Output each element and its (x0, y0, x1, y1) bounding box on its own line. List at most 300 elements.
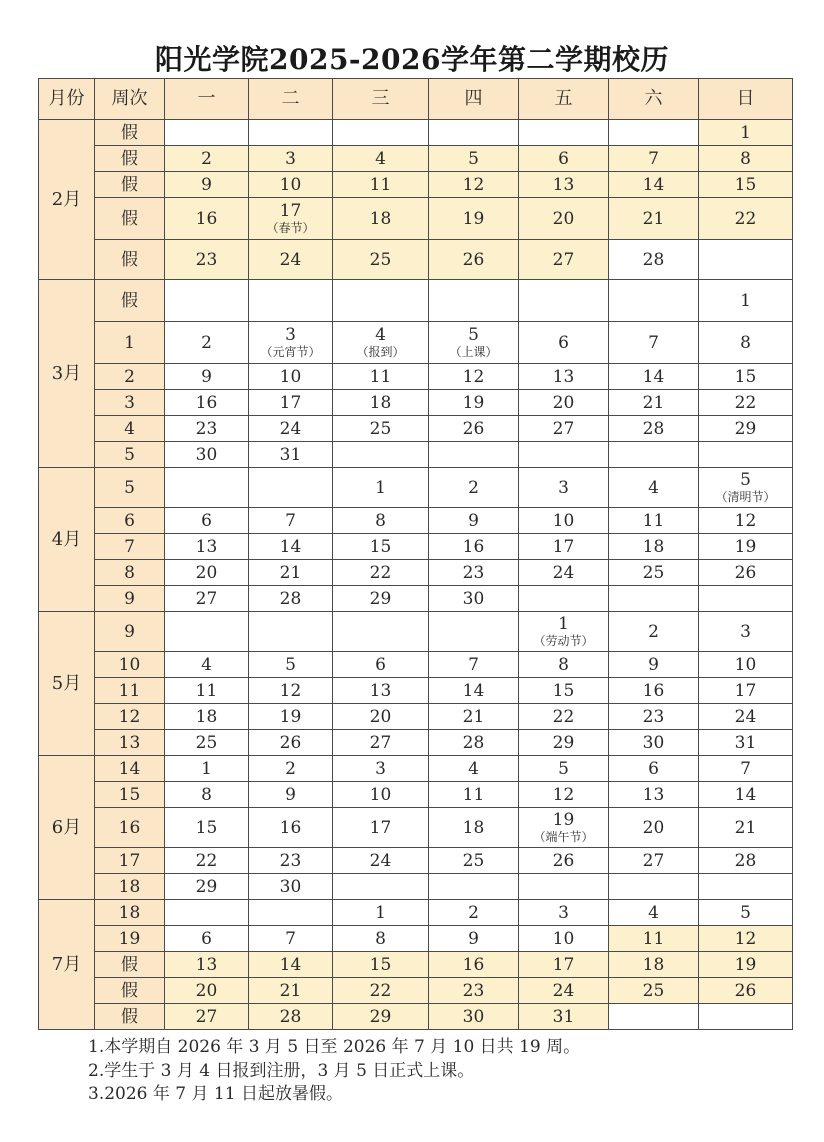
day-number: 15 (195, 817, 218, 838)
table-row (39, 586, 793, 612)
day-number: 2 (468, 902, 479, 923)
day-number: 8 (740, 148, 751, 169)
day-cell (165, 848, 249, 874)
day-cell (249, 952, 333, 978)
day-number: 7 (285, 928, 296, 949)
day-cell (429, 240, 519, 280)
table-row (39, 678, 793, 704)
day-number: 25 (462, 850, 485, 871)
week-cell: 12 (95, 704, 165, 730)
day-number: 22 (734, 208, 757, 229)
day-number: 25 (369, 249, 392, 270)
day-number: 1 (201, 758, 212, 779)
day-number: 29 (552, 732, 575, 753)
day-cell (249, 146, 333, 172)
day-cell (429, 612, 519, 652)
day-number: 18 (369, 392, 392, 413)
day-number: 15 (552, 680, 575, 701)
day-number: 17 (369, 817, 392, 838)
day-cell (609, 280, 699, 322)
day-cell (699, 730, 793, 756)
table-row (39, 322, 793, 364)
day-cell (333, 146, 429, 172)
day-number: 30 (642, 732, 665, 753)
day-number: 21 (642, 208, 665, 229)
day-number: 28 (279, 588, 302, 609)
day-number: 9 (468, 928, 479, 949)
day-cell (165, 240, 249, 280)
day-number: 2 (648, 621, 659, 642)
day-cell (609, 364, 699, 390)
day-number: 28 (734, 850, 757, 871)
month-cell: 3月 (39, 280, 95, 468)
day-cell (429, 468, 519, 508)
day-number: 13 (552, 366, 575, 387)
day-cell (333, 652, 429, 678)
day-number: 14 (279, 954, 302, 975)
day-number: 10 (279, 174, 302, 195)
day-cell (429, 874, 519, 900)
week-cell: 假 (95, 198, 165, 240)
day-number: 30 (195, 444, 218, 465)
day-number: 5 (285, 654, 296, 675)
day-cell (699, 874, 793, 900)
day-number: 28 (642, 249, 665, 270)
day-number: 15 (734, 366, 757, 387)
day-cell (699, 442, 793, 468)
day-cell (699, 652, 793, 678)
day-cell (519, 874, 609, 900)
day-cell (429, 442, 519, 468)
day-cell (429, 952, 519, 978)
day-number: 8 (201, 784, 212, 805)
day-cell (429, 678, 519, 704)
day-number: 3 (740, 621, 751, 642)
day-number: 1 (375, 477, 386, 498)
day-cell (699, 900, 793, 926)
day-cell (429, 900, 519, 926)
day-number: 1 (740, 290, 751, 311)
day-cell (609, 874, 699, 900)
holiday-note: （上课） (449, 345, 498, 359)
day-cell (333, 560, 429, 586)
day-number: 27 (642, 850, 665, 871)
day-cell (249, 808, 333, 848)
day-cell (249, 322, 333, 364)
day-cell (699, 926, 793, 952)
header-sat: 六 (609, 79, 699, 120)
table-row (39, 120, 793, 146)
day-cell (609, 782, 699, 808)
day-cell (429, 534, 519, 560)
day-number: 13 (195, 954, 218, 975)
day-cell (609, 508, 699, 534)
day-cell (609, 390, 699, 416)
day-number: 5 (740, 470, 751, 490)
day-cell (333, 900, 429, 926)
week-cell: 15 (95, 782, 165, 808)
day-cell (249, 978, 333, 1004)
day-number: 7 (740, 758, 751, 779)
day-cell (609, 322, 699, 364)
day-number: 8 (558, 654, 569, 675)
day-cell (333, 952, 429, 978)
day-cell (609, 704, 699, 730)
day-number: 5 (740, 902, 751, 923)
day-cell (609, 612, 699, 652)
day-cell (429, 782, 519, 808)
day-cell (333, 874, 429, 900)
day-cell (699, 704, 793, 730)
day-number: 18 (642, 536, 665, 557)
table-row (39, 172, 793, 198)
header-sun: 日 (699, 79, 793, 120)
week-cell: 9 (95, 586, 165, 612)
day-cell (429, 172, 519, 198)
day-cell (333, 534, 429, 560)
day-number: 20 (195, 980, 218, 1001)
day-cell (249, 782, 333, 808)
day-number: 6 (648, 758, 659, 779)
day-number: 13 (642, 784, 665, 805)
day-cell (429, 390, 519, 416)
day-number: 24 (734, 706, 757, 727)
notes (88, 1036, 580, 1107)
day-number: 16 (195, 208, 218, 229)
table-row (39, 756, 793, 782)
day-number: 27 (369, 732, 392, 753)
day-cell (333, 390, 429, 416)
day-number: 24 (552, 980, 575, 1001)
day-cell (699, 120, 793, 146)
day-number: 24 (552, 562, 575, 583)
day-cell (609, 468, 699, 508)
day-cell (165, 808, 249, 848)
week-cell: 11 (95, 678, 165, 704)
day-number: 7 (648, 332, 659, 353)
day-number: 30 (279, 876, 302, 897)
day-cell (609, 240, 699, 280)
week-cell: 6 (95, 508, 165, 534)
day-cell (165, 280, 249, 322)
day-cell (249, 240, 333, 280)
table-row (39, 808, 793, 848)
day-cell (165, 322, 249, 364)
day-cell (333, 978, 429, 1004)
table-row (39, 848, 793, 874)
week-cell: 假 (95, 240, 165, 280)
day-number: 11 (642, 928, 665, 949)
day-cell (429, 586, 519, 612)
day-cell (429, 322, 519, 364)
day-number: 2 (468, 477, 479, 498)
day-number: 2 (201, 148, 212, 169)
day-number: 2 (285, 758, 296, 779)
day-number: 23 (462, 562, 485, 583)
day-cell (249, 704, 333, 730)
day-cell (165, 146, 249, 172)
day-number: 23 (462, 980, 485, 1001)
day-cell (609, 756, 699, 782)
day-cell (609, 678, 699, 704)
table-row (39, 280, 793, 322)
day-number: 25 (642, 980, 665, 1001)
day-number: 12 (462, 366, 485, 387)
day-cell (519, 390, 609, 416)
day-cell (333, 364, 429, 390)
day-cell (333, 416, 429, 442)
header-thu: 四 (429, 79, 519, 120)
week-cell: 假 (95, 146, 165, 172)
day-cell (249, 120, 333, 146)
day-number: 12 (279, 680, 302, 701)
day-number: 12 (734, 928, 757, 949)
day-cell (609, 560, 699, 586)
table-row (39, 534, 793, 560)
day-cell (429, 978, 519, 1004)
day-number: 25 (642, 562, 665, 583)
day-number: 17 (552, 536, 575, 557)
week-cell: 18 (95, 900, 165, 926)
day-number: 14 (642, 174, 665, 195)
day-cell (519, 120, 609, 146)
day-cell (519, 612, 609, 652)
day-cell (519, 442, 609, 468)
day-number: 10 (734, 654, 757, 675)
table-row (39, 704, 793, 730)
day-cell (429, 848, 519, 874)
day-cell (519, 560, 609, 586)
day-number: 3 (285, 148, 296, 169)
day-number: 20 (369, 706, 392, 727)
day-number: 20 (552, 208, 575, 229)
day-number: 12 (552, 784, 575, 805)
day-number: 14 (279, 536, 302, 557)
table-row (39, 978, 793, 1004)
day-cell (699, 952, 793, 978)
day-cell (609, 146, 699, 172)
day-number: 22 (734, 392, 757, 413)
day-number: 4 (468, 758, 479, 779)
day-cell (519, 730, 609, 756)
table-row (39, 782, 793, 808)
day-cell (333, 782, 429, 808)
day-cell (609, 952, 699, 978)
day-number: 9 (201, 174, 212, 195)
day-cell (165, 172, 249, 198)
table-row (39, 926, 793, 952)
day-number: 18 (462, 817, 485, 838)
day-cell (429, 730, 519, 756)
table-row (39, 874, 793, 900)
day-number: 11 (462, 784, 485, 805)
day-cell (609, 808, 699, 848)
day-cell (165, 782, 249, 808)
day-cell (333, 704, 429, 730)
day-cell (165, 926, 249, 952)
week-cell: 8 (95, 560, 165, 586)
day-cell (519, 678, 609, 704)
day-cell (249, 756, 333, 782)
day-cell (699, 782, 793, 808)
table-row (39, 416, 793, 442)
day-cell (429, 808, 519, 848)
day-cell (699, 678, 793, 704)
week-cell: 假 (95, 120, 165, 146)
week-cell: 假 (95, 978, 165, 1004)
day-number: 23 (642, 706, 665, 727)
day-cell (699, 848, 793, 874)
week-cell: 10 (95, 652, 165, 678)
day-number: 1 (375, 902, 386, 923)
day-cell (333, 322, 429, 364)
day-cell (333, 120, 429, 146)
day-cell (249, 586, 333, 612)
week-cell: 13 (95, 730, 165, 756)
day-cell (609, 978, 699, 1004)
day-cell (699, 756, 793, 782)
day-number: 9 (648, 654, 659, 675)
day-cell (165, 534, 249, 560)
day-cell (609, 198, 699, 240)
table-row (39, 508, 793, 534)
day-number: 17 (734, 680, 757, 701)
day-cell (519, 704, 609, 730)
day-cell (699, 1004, 793, 1030)
day-number: 14 (734, 784, 757, 805)
day-cell (165, 704, 249, 730)
day-cell (699, 468, 793, 508)
month-cell: 5月 (39, 612, 95, 756)
day-number: 5 (468, 148, 479, 169)
calendar-table (38, 78, 793, 1030)
week-cell: 4 (95, 416, 165, 442)
day-cell (609, 120, 699, 146)
day-cell (519, 508, 609, 534)
day-cell (249, 442, 333, 468)
day-number: 14 (642, 366, 665, 387)
day-cell (519, 756, 609, 782)
day-number: 3 (375, 758, 386, 779)
day-number: 31 (734, 732, 757, 753)
day-cell (165, 468, 249, 508)
day-number: 1 (558, 614, 569, 634)
day-cell (429, 416, 519, 442)
day-cell (333, 678, 429, 704)
day-number: 12 (734, 510, 757, 531)
day-number: 21 (279, 562, 302, 583)
day-number: 18 (195, 706, 218, 727)
day-number: 11 (195, 680, 218, 701)
day-cell (249, 280, 333, 322)
table-row (39, 146, 793, 172)
day-cell (429, 508, 519, 534)
day-cell (519, 240, 609, 280)
day-number: 12 (462, 174, 485, 195)
day-number: 24 (369, 850, 392, 871)
day-number: 21 (462, 706, 485, 727)
week-cell: 16 (95, 808, 165, 848)
week-cell: 1 (95, 322, 165, 364)
day-cell (699, 560, 793, 586)
day-number: 18 (642, 954, 665, 975)
day-number: 16 (195, 392, 218, 413)
day-number: 27 (552, 418, 575, 439)
day-number: 20 (195, 562, 218, 583)
day-number: 4 (648, 477, 659, 498)
day-cell (333, 808, 429, 848)
day-cell (165, 756, 249, 782)
table-row (39, 1004, 793, 1030)
day-cell (519, 782, 609, 808)
day-number: 22 (195, 850, 218, 871)
day-number: 9 (468, 510, 479, 531)
day-cell (333, 612, 429, 652)
day-number: 24 (279, 418, 302, 439)
table-row (39, 730, 793, 756)
day-cell (249, 1004, 333, 1030)
holiday-note: （清明节） (715, 490, 776, 504)
table-row (39, 198, 793, 240)
calendar-body (39, 120, 793, 1030)
day-cell (165, 730, 249, 756)
day-cell (333, 172, 429, 198)
day-number: 11 (642, 510, 665, 531)
day-cell (249, 198, 333, 240)
day-number: 23 (279, 850, 302, 871)
day-number: 13 (195, 536, 218, 557)
week-cell: 17 (95, 848, 165, 874)
day-number: 13 (369, 680, 392, 701)
note-line: 3.2026 年 7 月 11 日起放暑假。 (88, 1084, 343, 1104)
day-cell (165, 652, 249, 678)
day-cell (165, 612, 249, 652)
day-number: 16 (462, 954, 485, 975)
day-number: 11 (369, 366, 392, 387)
day-cell (165, 586, 249, 612)
day-cell (165, 442, 249, 468)
week-cell: 7 (95, 534, 165, 560)
day-cell (519, 416, 609, 442)
day-cell (249, 416, 333, 442)
header-week: 周次 (95, 79, 165, 120)
header-wed: 三 (333, 79, 429, 120)
day-cell (699, 172, 793, 198)
day-number: 22 (369, 980, 392, 1001)
day-number: 5 (468, 325, 479, 345)
day-cell (519, 652, 609, 678)
day-cell (333, 468, 429, 508)
day-number: 20 (642, 817, 665, 838)
day-cell (333, 508, 429, 534)
day-cell (249, 900, 333, 926)
day-cell (519, 848, 609, 874)
week-cell: 14 (95, 756, 165, 782)
day-cell (609, 730, 699, 756)
day-cell (165, 508, 249, 534)
day-cell (165, 1004, 249, 1030)
day-number: 20 (552, 392, 575, 413)
day-cell (249, 926, 333, 952)
day-number: 26 (462, 249, 485, 270)
day-number: 15 (369, 536, 392, 557)
day-cell (699, 612, 793, 652)
day-number: 26 (734, 980, 757, 1001)
week-cell: 假 (95, 172, 165, 198)
table-row (39, 468, 793, 508)
day-cell (429, 926, 519, 952)
month-cell: 2月 (39, 120, 95, 280)
